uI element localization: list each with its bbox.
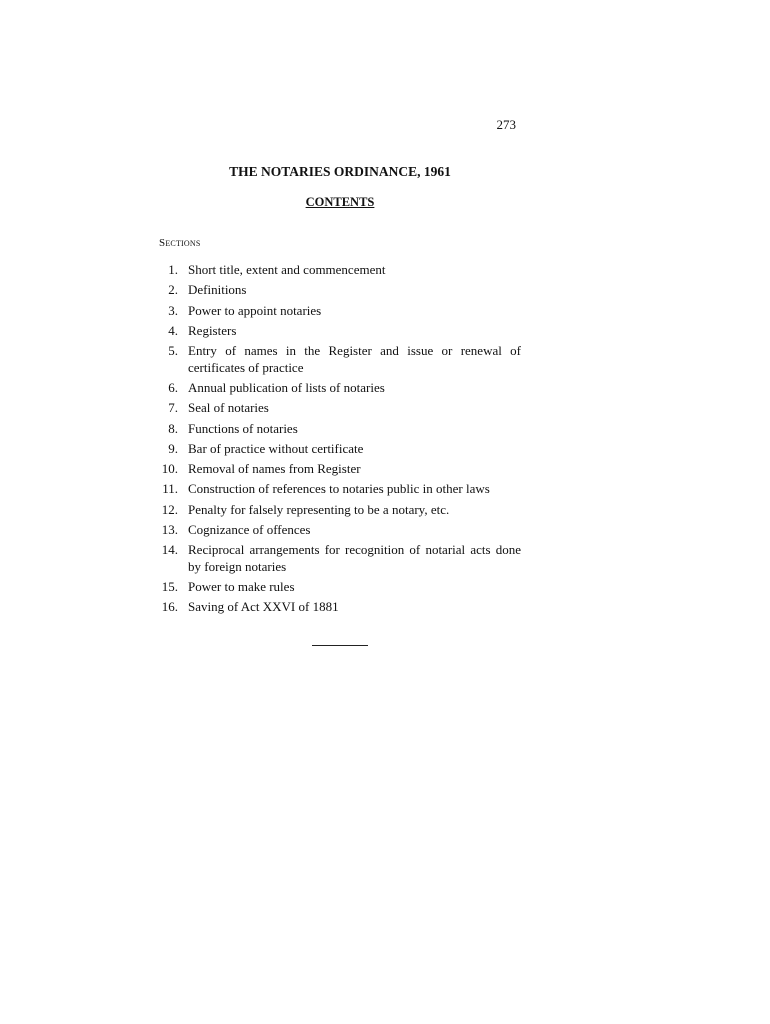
toc-item-number: 11. [162,481,178,497]
toc-item-title: Penalty for falsely representing to be a notary, etc. [188,501,450,517]
contents-heading: CONTENTS [305,195,375,209]
toc-item [155,579,521,596]
toc-item-title: Functions of notaries [188,420,298,436]
toc-item [155,262,521,279]
toc-item-title: Definitions [188,282,247,298]
toc-item [155,282,521,299]
toc-item-number: 5. [168,343,178,359]
toc-item-title: Reciprocal arrangements for recognition of notarial acts done by foreign notaries [188,542,521,574]
toc-item-title: Removal of names from Register [188,461,361,477]
toc-item [155,522,521,539]
toc-item [155,481,521,498]
toc-item-title: Power to appoint notaries [188,302,322,318]
toc-item-title: Cognizance of offences [188,522,311,538]
toc-item [155,542,521,575]
toc-item-title: Short title, extent and commencement [188,262,386,277]
toc-item-title: Seal of notaries [188,400,269,416]
toc-item-number: 14. [161,542,178,558]
toc-item-title: Power to make rules [188,579,295,595]
toc-item-title: Entry of names in the Register and issue or renewal of certificates of practice [188,343,521,375]
sections-label: Sections [159,237,201,249]
toc-item [155,441,521,458]
toc-item [155,461,521,478]
toc-item-number: 3. [168,302,178,318]
toc-item [155,502,521,519]
toc-item-number: 8. [168,420,178,436]
toc-item [155,380,521,397]
page-number: 273 [496,117,516,132]
toc-item-title: Saving of Act XXVI of 1881 [188,599,339,615]
toc-item-number: 15. [161,579,178,595]
page-title: THE NOTARIES ORDINANCE, 1961 [229,164,451,179]
toc-item [155,303,521,320]
toc-item-number: 13. [161,522,178,538]
toc-item-title: Construction of references to notaries public in other laws [188,481,490,497]
toc-item-number: 16. [161,599,178,615]
toc-item [155,343,521,376]
toc-item-number: 7. [168,400,178,416]
toc-item-title: Annual publication of lists of notaries [188,379,385,395]
toc-item [155,599,521,616]
toc-item-number: 10. [161,461,178,477]
toc-item-number: 12. [161,501,178,517]
toc-item [155,421,521,438]
toc-item-number: 2. [168,282,178,298]
toc-item-title: Bar of practice without certificate [188,440,364,456]
toc-item-number: 9. [168,440,178,456]
toc-item [155,323,521,340]
end-divider [312,645,368,646]
toc-item [155,400,521,417]
toc-item-number: 6. [168,379,178,395]
toc-item-number: 4. [168,322,178,338]
toc-item-title: Registers [188,322,237,338]
toc-item-number: 1. [168,262,178,277]
table-of-contents [155,262,521,620]
